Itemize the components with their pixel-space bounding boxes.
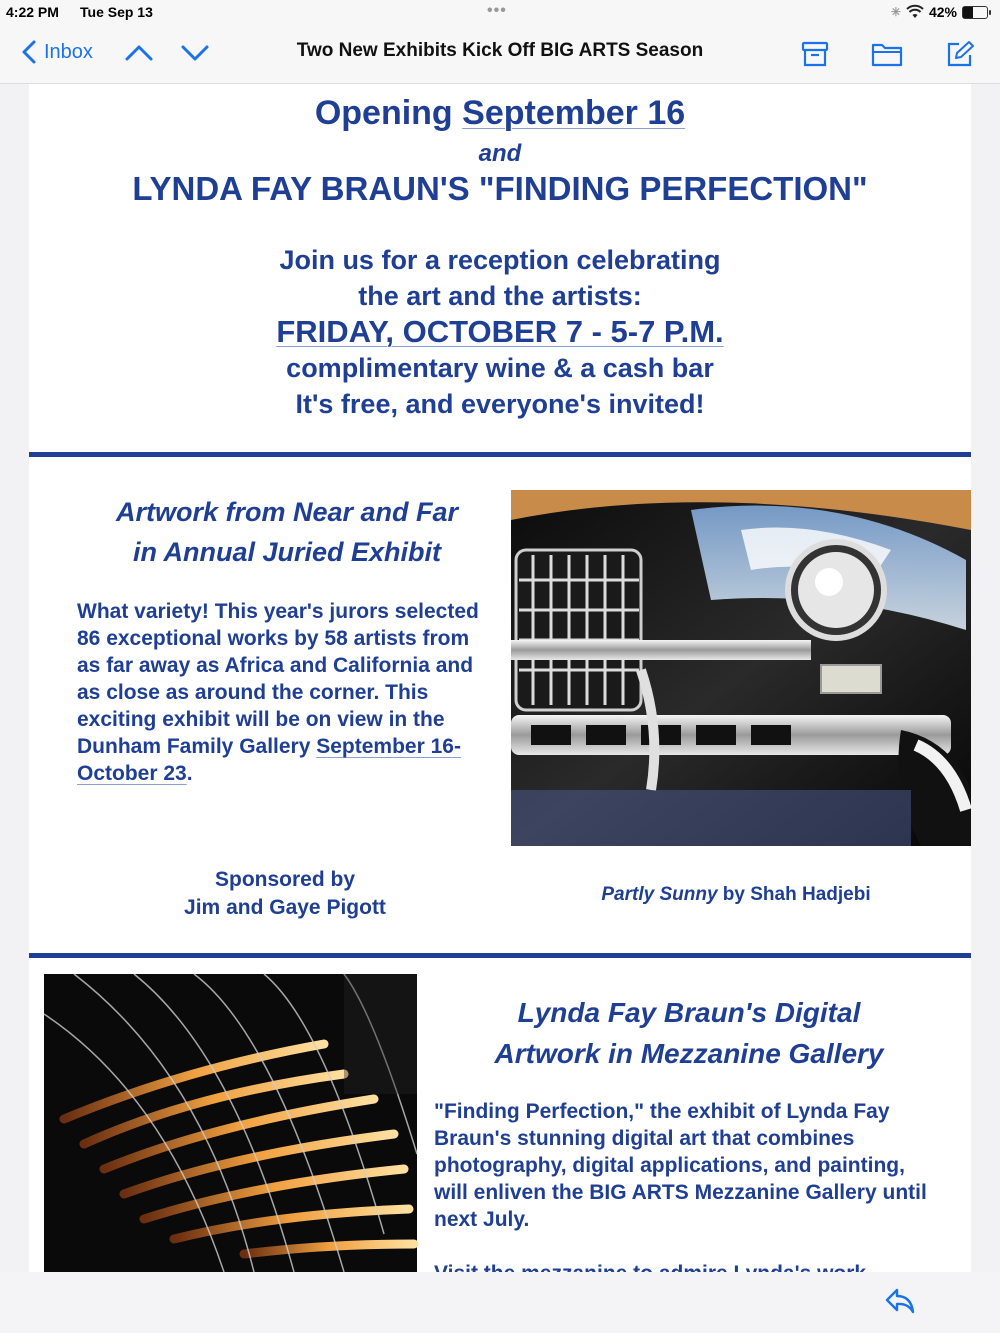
reply-icon[interactable] (884, 1286, 916, 1316)
battery-percent: 42% (928, 4, 957, 20)
caption-title: Partly Sunny (601, 884, 718, 905)
status-bar (0, 0, 1000, 26)
multitasking-dots-icon[interactable]: ••• (487, 2, 507, 19)
status-indicators (891, 4, 988, 20)
juried-heading-line-1: Artwork from Near and Far (115, 497, 459, 527)
reception-invite (29, 242, 971, 422)
mail-nav-bar (0, 26, 1000, 84)
juried-body-end: . (186, 762, 193, 785)
sponsor-line-2: Jim and Gaye Pigott (184, 896, 386, 919)
car-painting-caption (511, 884, 961, 906)
lynda-braun-digital-artwork[interactable] (44, 974, 417, 1272)
archive-icon[interactable] (800, 40, 830, 68)
sponsor-line-1: Sponsored by (214, 868, 356, 891)
digital-artwork-description: "Finding Perfection," the exhibit of Lynda Fay Braun's stunning digital art that combines photography, digital applications, and painting, will enliven the BIG ARTS Mezzanine Gallery until next July. (434, 1100, 927, 1231)
opening-prefix: Opening (314, 94, 463, 132)
section-divider (29, 452, 971, 457)
braun-heading-line-2: Artwork in Mezzanine Gallery (494, 1038, 884, 1069)
invite-line-4: It's free, and everyone's invited! (295, 389, 705, 419)
braun-heading-line-1: Lynda Fay Braun's Digital (517, 997, 861, 1028)
hero-title: LYNDA FAY BRAUN'S "FINDING PERFECTION" (132, 170, 868, 207)
chevron-left-icon (22, 40, 36, 64)
battery-icon (962, 6, 988, 19)
juried-heading-line-2: in Annual Juried Exhibit (132, 537, 442, 567)
juried-exhibit-description (77, 598, 487, 787)
bottom-toolbar (0, 1272, 1000, 1333)
previous-message-chevron-up-icon[interactable] (124, 44, 154, 62)
next-message-chevron-down-icon[interactable] (180, 44, 210, 62)
sponsor-credit (85, 866, 485, 922)
status-time: 4:22 PM (6, 4, 59, 20)
wifi-icon (906, 5, 924, 19)
status-date: Tue Sep 13 (80, 4, 153, 20)
partly-sunny-car-painting[interactable] (511, 490, 971, 846)
hero-and: and (478, 140, 522, 167)
opening-date-link[interactable]: September 16 (462, 94, 686, 132)
back-to-inbox-button[interactable] (22, 40, 93, 64)
invite-line-2: the art and the artists: (358, 281, 642, 311)
juried-exhibit-heading (57, 492, 517, 572)
opening-heading (29, 94, 971, 133)
caption-artist: by Shah Hadjebi (717, 884, 871, 905)
battery-fill (963, 7, 973, 18)
invite-line-1: Join us for a reception celebrating (279, 245, 721, 275)
move-to-folder-icon[interactable] (870, 40, 904, 68)
reception-datetime-link[interactable]: FRIDAY, OCTOBER 7 - 5-7 P.M. (276, 314, 724, 349)
email-subject: Two New Exhibits Kick Off BIG ARTS Season (296, 40, 704, 61)
back-label: Inbox (44, 40, 93, 63)
email-body (29, 84, 971, 1272)
exhibit-dates-link[interactable]: September 16-October 23 (77, 735, 461, 785)
invite-line-3: complimentary wine & a cash bar (286, 353, 714, 383)
section-divider (29, 953, 971, 958)
digital-artwork-heading (449, 992, 929, 1074)
activity-spinner-icon: ✳ (890, 5, 901, 19)
compose-icon[interactable] (945, 40, 975, 68)
juried-body-text: What variety! This year's jurors selected 86 exceptional works by 58 artists from as far away as Africa and California and as close as around the corner. This exciting exhibit will be on view in the Dunham Family Gallery (77, 600, 479, 758)
